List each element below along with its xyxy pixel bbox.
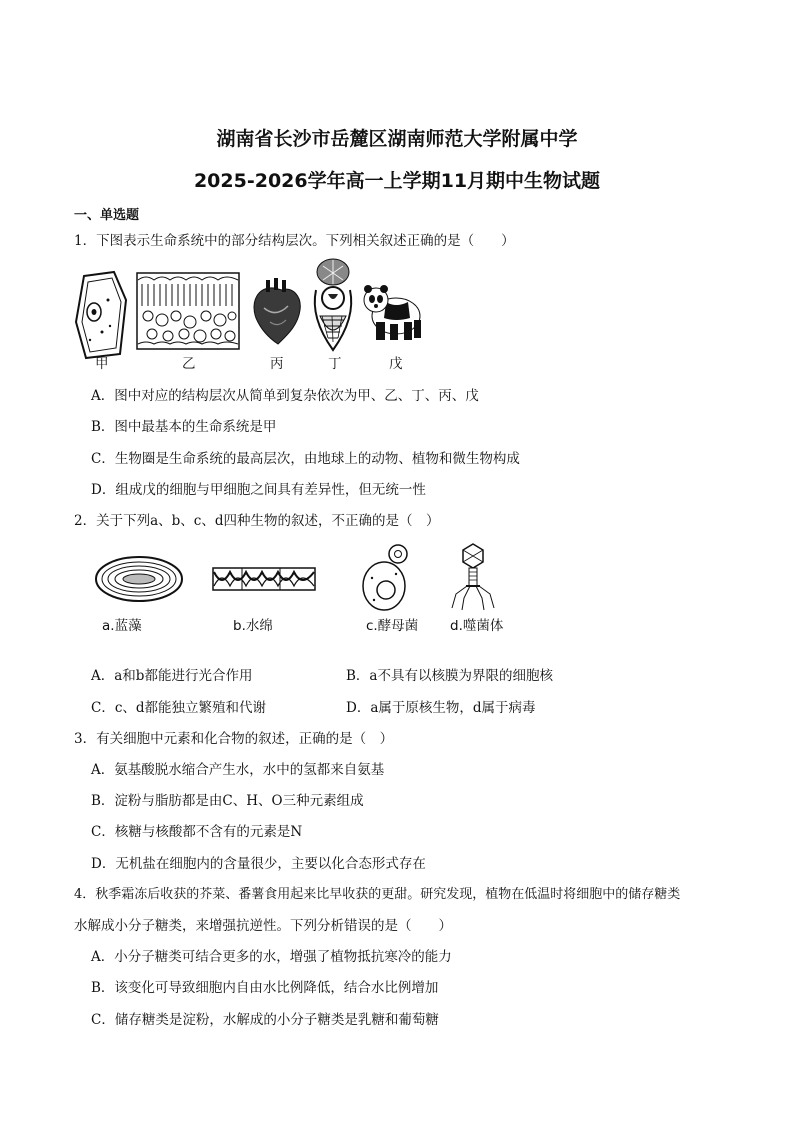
question-1-figure (70, 258, 430, 354)
question-3-option-b: B．淀粉与脂肪都是由C、H、O三种元素组成 (91, 793, 364, 809)
question-1-option-d: D．组成戊的细胞与甲细胞之间具有差异性，但无统一性 (91, 482, 426, 498)
question-1-stem: 1．下图表示生命系统中的部分结构层次。下列相关叙述正确的是（ ） (74, 233, 515, 249)
question-3-option-c: C．核糖与核酸都不含有的元素是N (91, 824, 303, 840)
question-4-stem-line1: 4．秋季霜冻后收获的芥菜、番薯食用起来比早收获的更甜。研究发现，植物在低温时将细胞中的储存糖类 (74, 887, 681, 902)
heart-organ-icon (248, 278, 304, 346)
question-4-option-c: C．储存糖类是淀粉，水解成的小分子糖类是乳糖和葡萄糖 (91, 1012, 439, 1028)
question-4-stem-line2: 水解成小分子糖类，来增强抗逆性。下列分析错误的是（ ） (74, 918, 452, 934)
question-2-figure (90, 540, 530, 614)
section-heading: 一、单选题 (74, 208, 140, 223)
question-4-option-b: B．该变化可导致细胞内自由水比例降低，结合水比例增加 (91, 980, 439, 996)
question-2-option-d: D．a属于原核生物，d属于病毒 (346, 700, 536, 716)
question-2-option-b: B．a不具有以核膜为界限的细胞核 (346, 668, 553, 684)
spirogyra-icon (212, 564, 316, 594)
yeast-icon (360, 542, 414, 612)
bacteriophage-icon (448, 542, 498, 614)
circulatory-system-icon (308, 258, 358, 354)
leaf-tissue-icon (136, 272, 240, 350)
figure-caption-c: c.酵母菌 (366, 618, 419, 634)
figure-caption-a: a.蓝藻 (102, 618, 142, 634)
figure-caption-b: b.水绵 (233, 618, 273, 634)
figure-caption-yi: 乙 (182, 356, 196, 372)
document-title-line1: 湖南省长沙市岳麓区湖南师范大学附属中学 (216, 128, 578, 150)
question-2-option-c: C．c、d都能独立繁殖和代谢 (91, 700, 267, 716)
question-2-stem: 2．关于下列a、b、c、d四种生物的叙述，不正确的是（ ） (74, 513, 440, 529)
question-3-option-a: A．氨基酸脱水缩合产生水，水中的氢都来自氨基 (91, 762, 385, 778)
cyanobacteria-icon (94, 554, 184, 604)
question-1-option-a: A．图中对应的结构层次从简单到复杂依次为甲、乙、丁、丙、戊 (91, 388, 479, 404)
figure-caption-wu: 戊 (389, 356, 403, 372)
question-1-option-c: C．生物圈是生命系统的最高层次，由地球上的动物、植物和微生物构成 (91, 451, 520, 467)
figure-caption-bing: 丙 (270, 356, 284, 372)
figure-caption-ding: 丁 (328, 356, 342, 372)
question-1-option-b: B．图中最基本的生命系统是甲 (91, 419, 277, 435)
question-2-option-a: A．a和b都能进行光合作用 (91, 668, 253, 684)
question-3-option-d: D．无机盐在细胞内的含量很少，主要以化合态形式存在 (91, 856, 426, 872)
plant-cell-icon (72, 270, 132, 362)
document-title-line2: 2025-2026学年高一上学期11月期中生物试题 (193, 170, 601, 192)
question-4-option-a: A．小分子糖类可结合更多的水，增强了植物抵抗寒冷的能力 (91, 949, 452, 965)
figure-caption-jia: 甲 (95, 356, 109, 372)
figure-caption-d: d.噬菌体 (450, 618, 504, 634)
panda-icon (362, 278, 424, 342)
question-3-stem: 3．有关细胞中元素和化合物的叙述，正确的是（ ） (74, 731, 394, 747)
